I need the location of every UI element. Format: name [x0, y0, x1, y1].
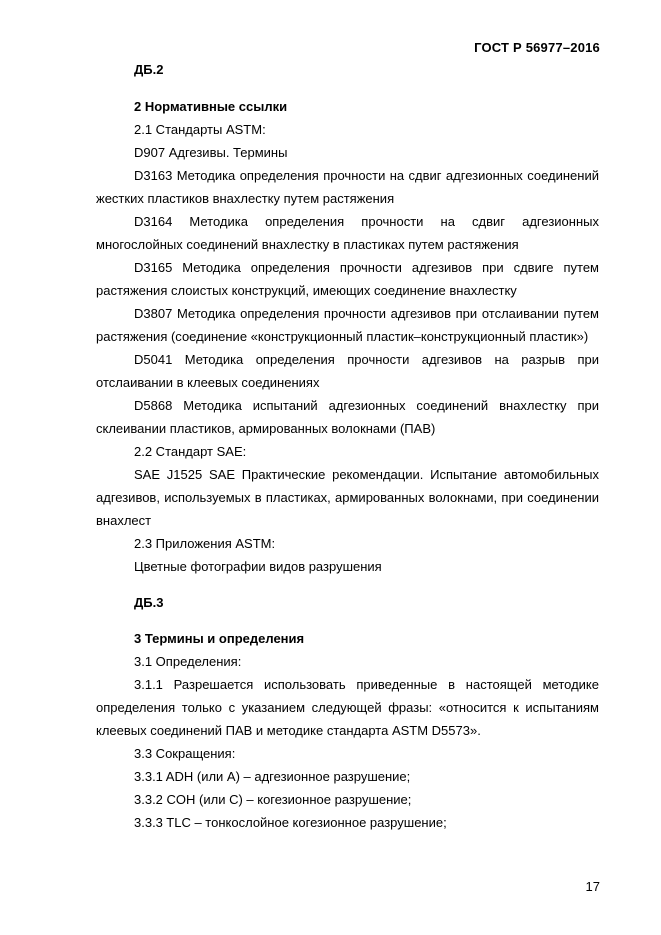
reference-item: D5868 Методика испытаний адгезионных соединений внахлестку при склеивании пластиков, армированных волокнами (ПАВ) — [96, 398, 599, 436]
section-title-db2: ДБ.2 — [134, 62, 164, 77]
page-number: 17 — [585, 879, 600, 894]
definitions-label: 3.1 Определения: — [134, 654, 242, 669]
abbreviation-item: 3.3.3 TLC – тонкослойное когезионное разрушение; — [134, 815, 447, 830]
appendix-reference: Цветные фотографии видов разрушения — [134, 559, 382, 574]
reference-item: D3165 Методика определения прочности адгезивов при сдвиге путем растяжения слоистых конструкций, имеющих соединение внахлестку — [96, 260, 599, 298]
sae-reference: SAE J1525 SAE Практические рекомендации. Испытание автомобильных адгезивов, используемых в пластиках, армированных волокнами, при соединении внахлест — [96, 467, 599, 528]
astm-standards-label: 2.1 Стандарты ASTM: — [134, 122, 266, 137]
reference-item: D3807 Методика определения прочности адгезивов при отслаивании путем растяжения (соединение «конструкционный пластик–конструкционный пластик») — [96, 306, 599, 344]
heading-terms-definitions: 3 Термины и определения — [134, 631, 305, 646]
heading-normative-references: 2 Нормативные ссылки — [134, 99, 288, 114]
abbreviations-label: 3.3 Сокращения: — [134, 746, 236, 761]
section-title-db3: ДБ.3 — [134, 595, 164, 610]
reference-item: D907 Адгезивы. Термины — [134, 145, 288, 160]
reference-item: D5041 Методика определения прочности адгезивов на разрыв при отслаивании в клеевых соединениях — [96, 352, 599, 390]
sae-standard-label: 2.2 Стандарт SAE: — [134, 444, 247, 459]
reference-item: D3163 Методика определения прочности на сдвиг адгезионных соединений жестких пластиков внахлестку путем растяжения — [96, 168, 599, 206]
abbreviation-item: 3.3.1 ADH (или А) – адгезионное разрушение; — [134, 769, 411, 784]
document-header: ГОСТ Р 56977–2016 — [474, 40, 600, 55]
document-body — [96, 58, 599, 834]
definition-item: 3.1.1 Разрешается использовать приведенные в настоящей методике определения только с указанием следующей фразы: «относится к испытаниям клеевых соединений ПАВ и методике стандарта ASTM D5573». — [96, 677, 599, 738]
reference-item: D3164 Методика определения прочности на сдвиг адгезионных многослойных соединений внахлестку в пластиках путем растяжения — [96, 214, 599, 252]
abbreviation-item: 3.3.2 COH (или С) – когезионное разрушение; — [134, 792, 412, 807]
astm-appendix-label: 2.3 Приложения ASTM: — [134, 536, 276, 551]
